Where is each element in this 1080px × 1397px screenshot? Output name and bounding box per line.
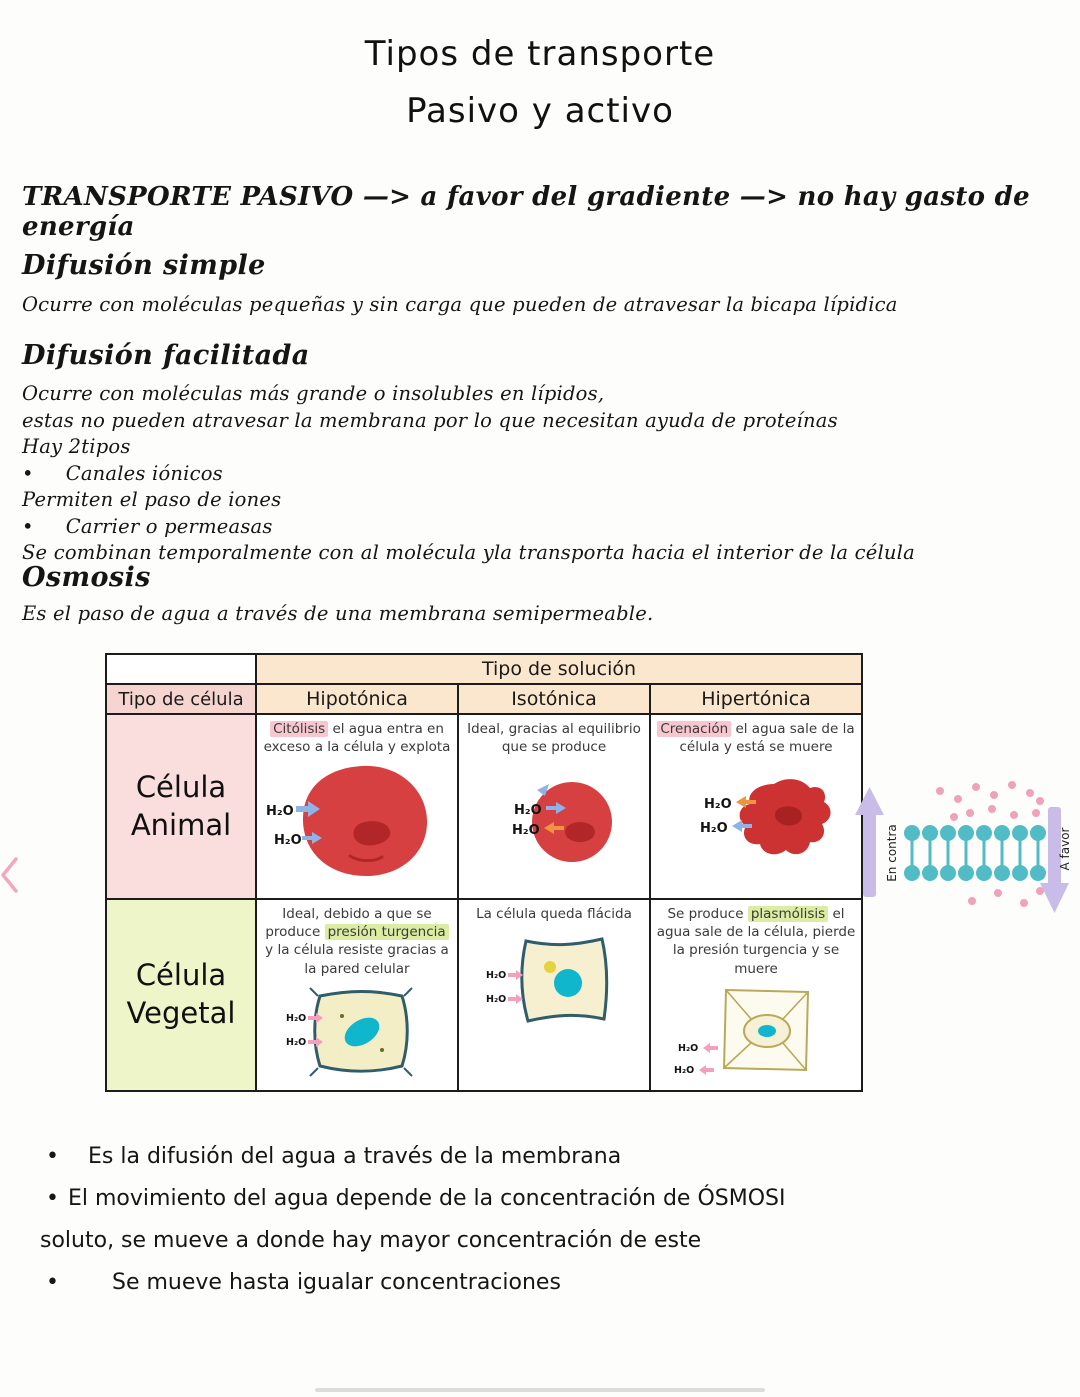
- bullet-marker: •: [46, 1186, 59, 1211]
- h2o-label: H₂O: [266, 804, 294, 820]
- facilitada-line: Se combinan temporalmente con al molécula yla transporta hacia el interior de la célula: [22, 541, 915, 564]
- facilitada-line: Permiten el paso de iones: [22, 488, 282, 511]
- animal-hypertonic-cell-drawing: [656, 760, 856, 880]
- water-out-arrow-icon: [678, 1043, 718, 1054]
- membrane-gradient-diagram: [852, 775, 1074, 925]
- cell-text-pre: Ideal, debido a que se produce: [265, 906, 432, 941]
- water-in-arrow-icon: [486, 994, 523, 1005]
- difusion-facilitada-body: [22, 381, 915, 567]
- facilitada-line: estas no pueden atravesar la membrana por lo que necesitan ayuda de proteínas: [22, 408, 838, 432]
- summary-bullet: [40, 1144, 940, 1186]
- heading-difusion-facilitada: Difusión facilitada: [22, 340, 310, 371]
- h2o-label: H₂O: [704, 797, 732, 813]
- summary-bullet: [40, 1270, 940, 1312]
- cell-vegetal-isotonica: [458, 899, 650, 1091]
- cell-vegetal-hipertonica: [650, 899, 862, 1091]
- h2o-label: H₂O: [486, 994, 507, 1006]
- summary-bullets: [40, 1144, 940, 1312]
- h2o-label: H₂O: [514, 803, 542, 819]
- vegetal-isotonic-cell-drawing: [464, 927, 644, 1045]
- bullet-text: Se mueve hasta igualar concentraciones: [112, 1270, 561, 1295]
- h2o-label: H₂O: [286, 1012, 307, 1024]
- column-header-isotonica: Isotónica: [458, 684, 650, 714]
- solute-dots: [936, 781, 1044, 907]
- margin-doodle-icon: [0, 856, 20, 896]
- difusion-simple-body: Ocurre con moléculas pequeñas y sin carga que pueden de atravesar la bicapa lípidica: [22, 293, 898, 316]
- cell-animal-isotonica: [458, 714, 650, 899]
- animal-isotonic-cell-drawing: [464, 760, 644, 880]
- page-bottom-shadow: [315, 1388, 765, 1392]
- cell-highlight: plasmólisis: [748, 906, 828, 922]
- table-corner-empty: [106, 654, 256, 684]
- cell-text-pre: La célula queda flácida: [476, 906, 632, 922]
- row-label-celula-animal: Célula Animal: [106, 714, 256, 899]
- facilitada-bullet-canales: • Canales iónicos: [22, 461, 223, 485]
- h2o-label: H₂O: [274, 833, 302, 849]
- cell-highlight: presión turgencia: [325, 924, 449, 940]
- facilitada-bullet-carrier: • Carrier o permeasas: [22, 514, 273, 538]
- cell-text-post: y la célula resiste gracias a la pared celular: [265, 942, 449, 977]
- vegetal-hypotonic-cell-drawing: [262, 982, 452, 1086]
- cell-text-pre: Se produce: [667, 906, 748, 922]
- phospholipid-bilayer: [904, 825, 1046, 881]
- cell-description: [464, 720, 644, 756]
- cell-animal-hipotonica: [256, 714, 458, 899]
- cell-highlight: Citólisis: [270, 721, 328, 737]
- favor-gradient-label: A favor: [1058, 827, 1072, 871]
- cell-description: [262, 720, 452, 756]
- cell-text-post: el agua entra en exceso a la célula y explota: [263, 721, 451, 756]
- summary-line: [40, 1228, 940, 1270]
- row-label-celula-vegetal: Célula Vegetal: [106, 899, 256, 1091]
- page-title: Tipos de transporte: [364, 34, 716, 74]
- cell-description: [464, 905, 644, 923]
- water-out-arrow-icon: [674, 1065, 714, 1076]
- h2o-label: H₂O: [674, 1064, 695, 1076]
- heading-difusion-simple: Difusión simple: [22, 250, 266, 281]
- cell-description: [656, 720, 856, 756]
- h2o-label: H₂O: [486, 970, 507, 982]
- summary-bullet: [40, 1186, 940, 1228]
- cell-highlight: Crenación: [657, 721, 731, 737]
- cell-description: [262, 905, 452, 978]
- intro-line: TRANSPORTE PASIVO —> a favor del gradiente —> no hay gasto de energía: [22, 182, 1031, 242]
- cell-text-post: el agua sale de la célula, pierde la presión turgencia y se muere: [656, 906, 856, 977]
- osmosis-table-wrapper: [105, 653, 863, 1092]
- page-subtitle: Pasivo y activo: [406, 91, 674, 131]
- vegetal-plasmolysis-cell-drawing: [656, 982, 856, 1086]
- cell-vegetal-hipotonica: [256, 899, 458, 1091]
- heading-osmosis: Osmosis: [22, 562, 151, 593]
- bullet-text: Es la difusión del agua a través de la membrana: [88, 1144, 622, 1169]
- bullet-text: soluto, se mueve a donde hay mayor concentración de este: [40, 1228, 702, 1253]
- h2o-label: H₂O: [700, 821, 728, 837]
- h2o-label: H₂O: [678, 1042, 699, 1054]
- h2o-label: H₂O: [512, 823, 540, 839]
- cell-animal-hipertonica: [650, 714, 862, 899]
- column-header-hipotonica: Hipotónica: [256, 684, 458, 714]
- solution-type-header: Tipo de solución: [256, 654, 862, 684]
- against-gradient-label: En contra: [885, 824, 899, 882]
- water-in-arrow-icon: [486, 970, 523, 981]
- animal-hypotonic-cell-drawing: [262, 760, 452, 880]
- osmosis-table: [105, 653, 863, 1092]
- bullet-marker: •: [46, 1144, 59, 1169]
- facilitada-line: Hay 2tipos: [22, 435, 131, 458]
- cell-type-header: Tipo de célula: [106, 684, 256, 714]
- facilitada-line: Ocurre con moléculas más grande o insolubles en lípidos,: [22, 382, 605, 405]
- h2o-label: H₂O: [286, 1036, 307, 1048]
- title-block: [0, 26, 1080, 140]
- against-gradient-arrow-icon: [855, 787, 884, 897]
- cell-text-post: el agua sale de la célula y está se muere: [679, 721, 855, 756]
- cell-description: [656, 905, 856, 978]
- osmosis-body: Es el paso de agua a través de una membrana semipermeable.: [22, 602, 654, 625]
- column-header-hipertonica: Hipertónica: [650, 684, 862, 714]
- bullet-text: El movimiento del agua depende de la concentración de ÓSMOSI: [68, 1186, 786, 1211]
- bullet-marker: •: [46, 1270, 59, 1295]
- cell-text-pre: Ideal, gracias al equilibrio que se produce: [467, 721, 641, 756]
